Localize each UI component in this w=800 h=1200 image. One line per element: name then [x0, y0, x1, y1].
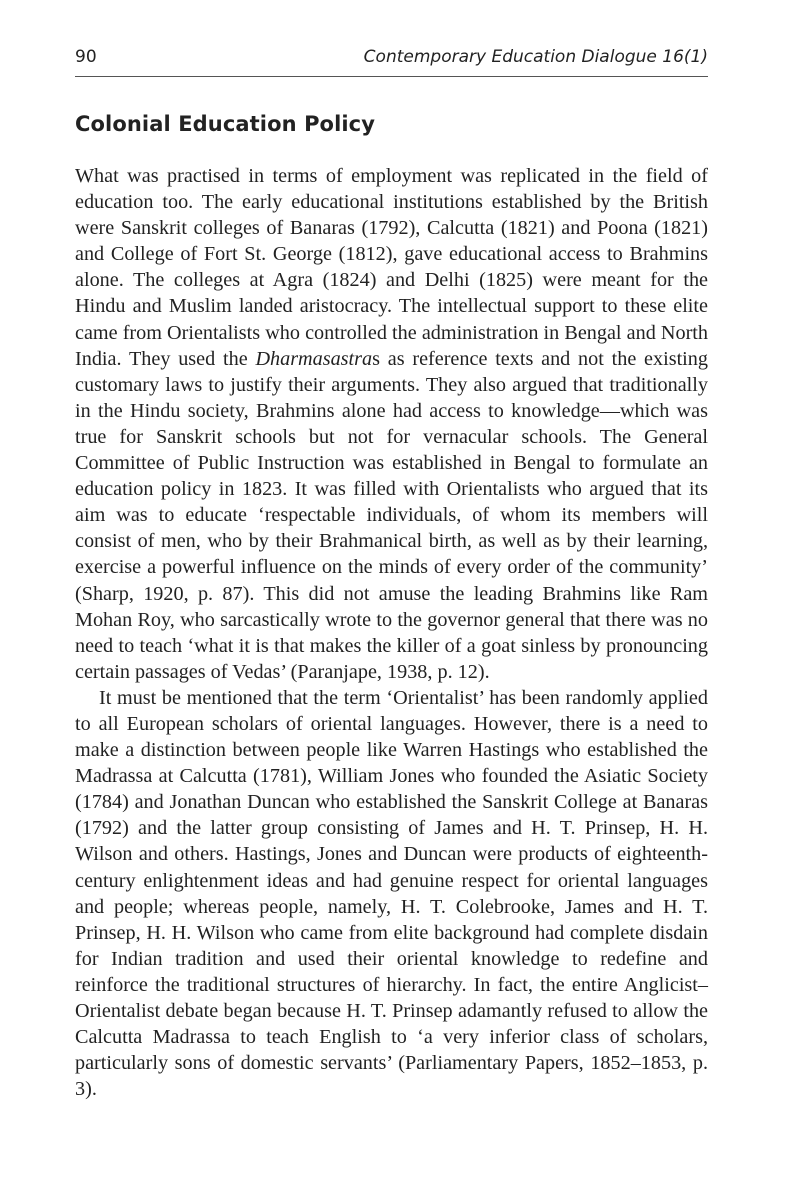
paragraph-1-text-b: s as reference texts and not the existing customary laws to justify their arguments. They also argued that traditionally in the Hindu society, Brahmins alone had access to knowledge—which was true for Sanskrit schools but not for vernacular schools. The General Committee of Public Instruction was established in Bengal to formulate an education policy in 1823. It was filled with Orientalists who argued that its aim was to educate ‘respectable individuals, of whom its members will consist of men, who by their Brahmanical birth, as well as by their learning, exercise a powerful influence on the minds of every order of the community’ (Sharp, 1920, p. 87). This did not amuse the leading Brahmins like Ram Mohan Roy, who sarcastically wrote to the governor general that there was no need to teach ‘what it is that makes the killer of a goat sinless by pronouncing certain passages of Vedas’ (Paranjape, 1938, p. 12). — [75, 347, 708, 683]
journal-title: Contemporary Education Dialogue 16(1) — [363, 47, 708, 67]
paragraph-1 — [75, 163, 708, 685]
running-header — [75, 47, 708, 71]
italic-term: Dharmasastra — [255, 347, 373, 370]
section-heading: Colonial Education Policy — [75, 112, 376, 136]
paragraph-2: It must be mentioned that the term ‘Orientalist’ has been randomly applied to all European scholars of oriental languages. However, there is a need to make a distinction between people like Warren Hastings who established the Madrassa at Calcutta (1781), William Jones who founded the Asiatic Society (1784) and Jonathan Duncan who established the Sanskrit College at Banaras (1792) and the latter group consisting of James and H. T. Prinsep, H. H. Wilson and others. Hastings, Jones and Duncan were products of eighteenth-century enlightenment ideas and had genuine respect for oriental languages and people; whereas people, namely, H. T. Colebrooke, James and H. T. Prinsep, H. H. Wilson who came from elite background had complete disdain for Indian tradition and used their oriental knowledge to redefine and reinforce the traditional structures of hierarchy. In fact, the entire Anglicist–Orientalist debate began because H. T. Prinsep adamantly refused to allow the Calcutta Madrassa to teach English to ‘a very inferior class of scholars, particularly sons of domestic servants’ (Parliamentary Papers, 1852–1853, p. 3). — [75, 686, 708, 1101]
document-page — [75, 0, 708, 1200]
paragraph-1-text-a: What was practised in terms of employment was replicated in the field of education too. The early educational institutions established by the British were Sanskrit colleges of Banaras (1792), Calcutta (1821) and Poona (1821) and College of Fort St. George (1812), gave educational access to Brahmins alone. The colleges at Agra (1824) and Delhi (1825) were meant for the Hindu and Muslim landed aristocracy. The intellectual support to these elite came from Orientalists who controlled the administration in Bengal and North India. They used the — [75, 165, 708, 370]
header-divider — [75, 76, 708, 77]
page-number: 90 — [75, 47, 97, 67]
body-text — [75, 163, 708, 1102]
